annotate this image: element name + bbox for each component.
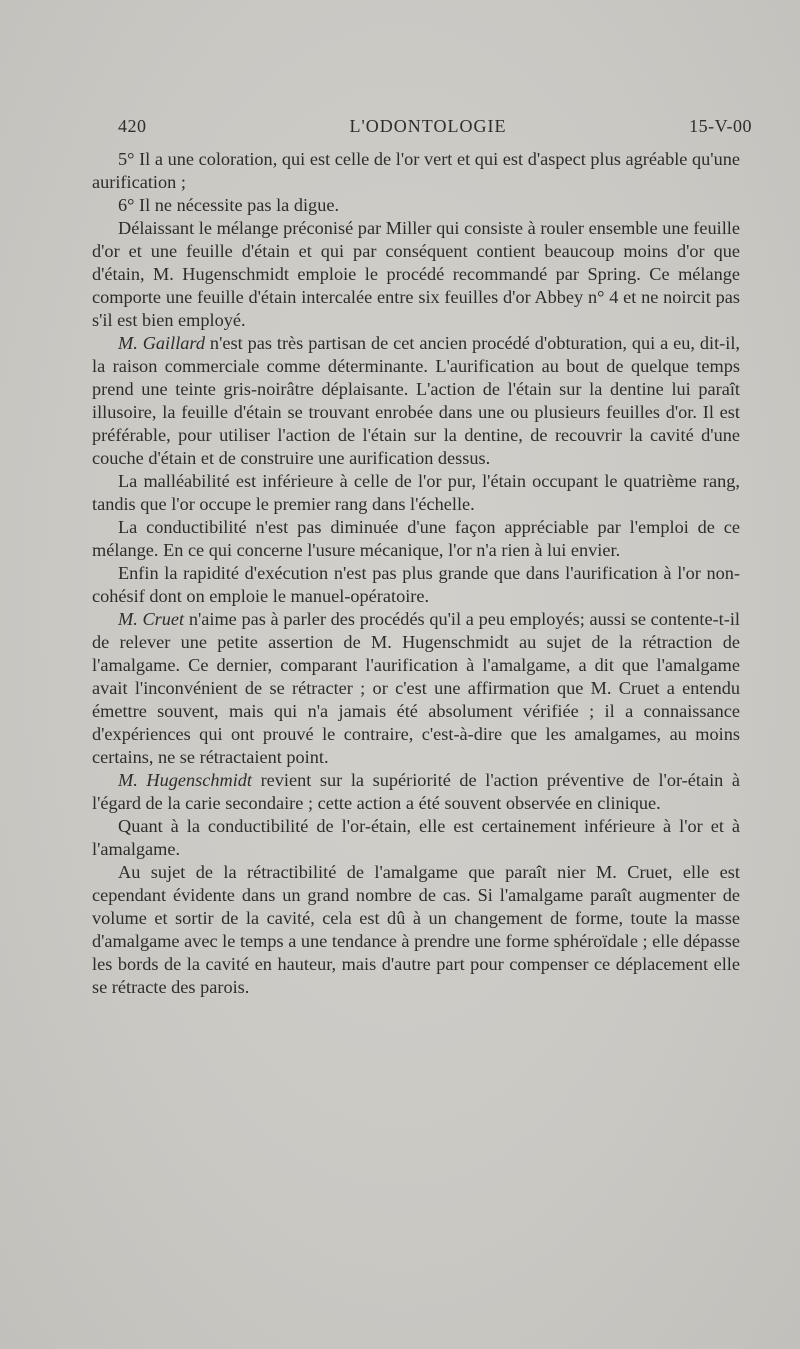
speaker-name: M. Hugenschmidt [118,770,252,790]
paragraph-text: Quant à la conductibilité de l'or-étain, elle est certainement inférieure à l'or et à l'amalgame. [92,816,740,859]
paragraph-text: n'aime pas à parler des procédés qu'il a peu employés; aussi se contente-t-il de relever une petite assertion de M. Hugenschmidt au sujet de la rétraction de l'amalgame. Ce dernier, comparant l'aurification à l'amalgame, a dit que l'amalgame avait l'inconvénient de se rétracter ; or c'est une affirmation que M. Cruet a entendu émettre souvent, mais qui n'a jamais été absolument vérifiée ; il a connaissance d'expériences qui ont prouvé le contraire, c'est-à-dire que les amalgames, au moins certains, ne se rétractaient point. [92,609,740,767]
paragraph [92,815,740,861]
paragraph [92,861,740,999]
paragraph [92,194,740,217]
paragraph [92,470,740,516]
paragraph [92,769,740,815]
paragraph-text: 5° Il a une coloration, qui est celle de l'or vert et qui est d'aspect plus agréable qu'une aurification ; [92,149,740,192]
paragraph [92,148,740,194]
paragraph [92,217,740,332]
paragraph [92,608,740,769]
paragraph-text: Délaissant le mélange préconisé par Miller qui consiste à rouler ensemble une feuille d'or et une feuille d'étain et qui par conséquent contient beaucoup moins d'or que d'étain, M. Hugenschmidt emploie le procédé recommandé par Spring. Ce mélange comporte une feuille d'étain intercalée entre six feuilles d'or Abbey n° 4 et ne noircit pas s'il est bien employé. [92,218,740,330]
speaker-name: M. Gaillard [118,333,206,353]
paragraph-text: revient sur la supériorité de l'action préventive de l'or-étain à l'égard de la carie secondaire ; cette action a été souvent observée en clinique. [92,770,740,813]
speaker-name: M. Cruet [118,609,185,629]
paragraph [92,516,740,562]
running-header [118,112,752,142]
journal-title: L'ODONTOLOGIE [349,116,507,136]
paragraph-text: Enfin la rapidité d'exécution n'est pas plus grande que dans l'aurification à l'or non-cohésif dont on emploie le manuel-opératoire. [92,563,740,606]
issue-date: 15-V-00 [689,116,752,136]
paragraph-text: n'est pas très partisan de cet ancien procédé d'obturation, qui a eu, dit-il, la raison commerciale comme déterminante. L'aurification au bout de quelque temps prend une teinte gris-noirâtre déplaisante. L'action de l'étain sur la dentine lui paraît illusoire, la feuille d'étain se trouvant enrobée dans une ou plusieurs feuilles d'or. Il est préférable, pour utiliser l'action de l'étain sur la dentine, de recouvrir la cavité d'une couche d'étain et de construire une aurification dessus. [92,333,740,468]
paragraph-text: La conductibilité n'est pas diminuée d'une façon appréciable par l'emploi de ce mélange. En ce qui concerne l'usure mécanique, l'or n'a rien à lui envier. [92,517,740,560]
article-body [92,148,740,999]
paragraph [92,332,740,470]
paragraph-text: Au sujet de la rétractibilité de l'amalgame que paraît nier M. Cruet, elle est cependant évidente dans un grand nombre de cas. Si l'amalgame paraît augmenter de volume et sortir de la cavité, cela est dû à un changement de forme, toute la masse d'amalgame avec le temps a une tendance à prendre une forme sphéroïdale ; elle dépasse les bords de la cavité en hauteur, mais d'autre part pour compenser ce déplacement elle se rétracte des parois. [92,862,740,997]
paragraph-text: 6° Il ne nécessite pas la digue. [118,195,340,215]
paragraph-text: La malléabilité est inférieure à celle de l'or pur, l'étain occupant le quatrième rang, tandis que l'or occupe le premier rang dans l'échelle. [92,471,740,514]
paragraph [92,562,740,608]
page-number: 420 [118,116,147,136]
